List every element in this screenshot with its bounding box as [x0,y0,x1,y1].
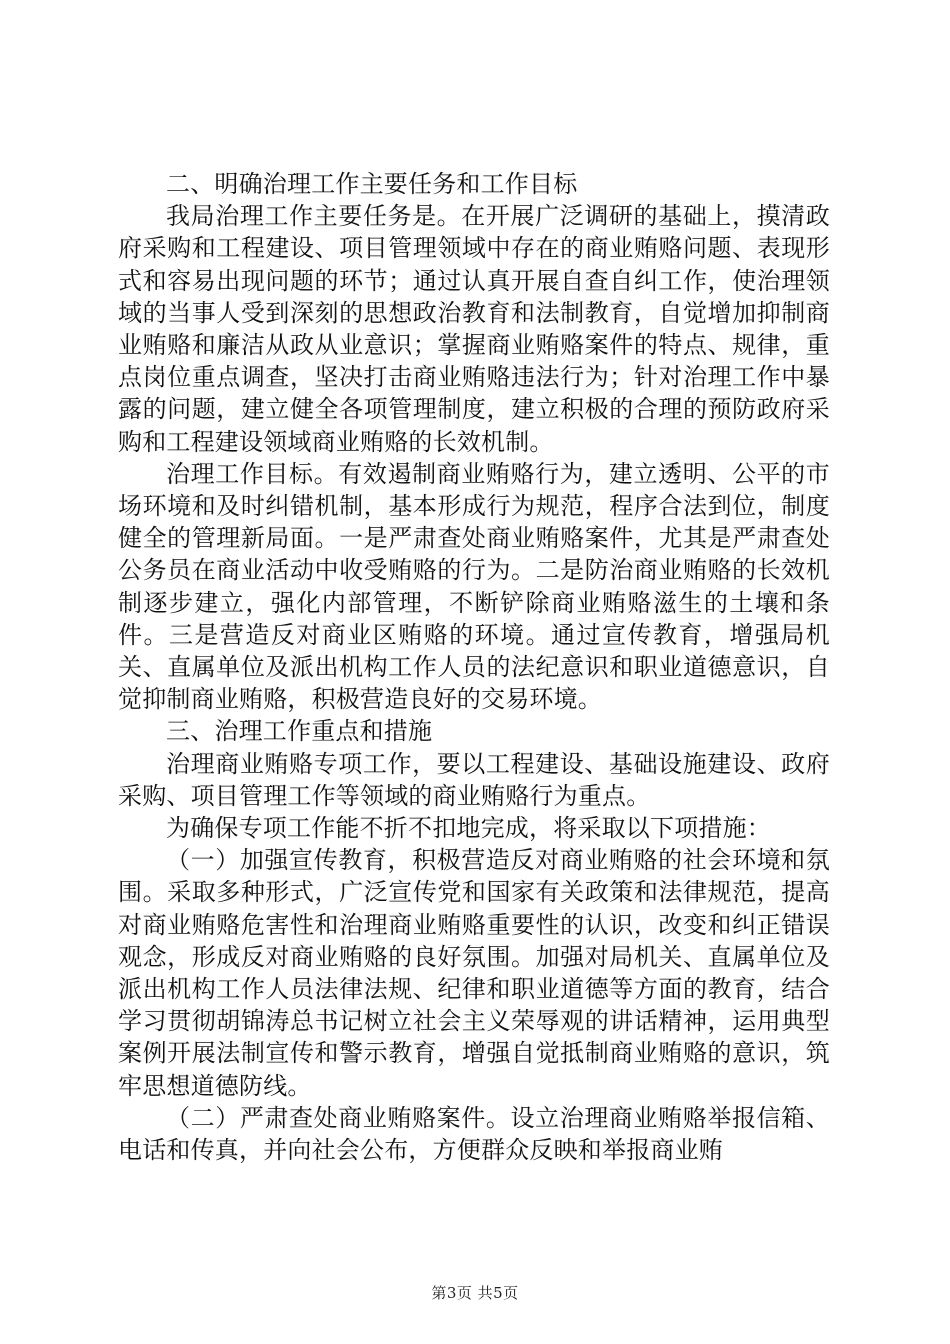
paragraph-focus: 治理商业贿赂专项工作，要以工程建设、基础设施建设、政府采购、项目管理工作等领域的商业贿赂行为重点。 [118,749,830,810]
section-heading-2: 二、明确治理工作主要任务和工作目标 [166,170,578,198]
paragraph-measure-2: （二）严肃查处商业贿赂案件。设立治理商业贿赂举报信箱、电话和传真，并向社会公布，方便群众反映和举报商业贿 [118,1103,830,1165]
section-heading-3: 三、治理工作重点和措施 [166,717,433,746]
paragraph-measures-intro: 为确保专项工作能不折不扣地完成，将采取以下项措施： [166,814,771,843]
paragraph-work-goals: 治理工作目标。有效遏制商业贿赂行为，建立透明、公平的市场环境和及时纠错机制，基本形成行为规范，程序合法到位，制度健全的管理新局面。一是严肃查处商业贿赂案件，尤其是严肃查处公务员在商业活动中收受贿赂的行为。二是防治商业贿赂的长效机制逐步建立，强化内部管理，不断铲除商业贿赂滋生的土壤和条件。三是营造反对商业区贿赂的环境。通过宣传教育，增强局机关、直属单位及派出机构工作人员的法纪意识和职业道德意识，自觉抑制商业贿赂，积极营造良好的交易环境。 [118,459,830,714]
document-body [118,168,830,1166]
page-number-footer: 第3页 共5页 [431,1284,519,1302]
paragraph-main-tasks: 我局治理工作主要任务是。在开展广泛调研的基础上，摸清政府采购和工程建设、项目管理领域中存在的商业贿赂问题、表现形式和容易出现问题的环节；通过认真开展自查自纠工作，使治理领域的当事人受到深刻的思想政治教育和法制教育，自觉增加抑制商业贿赂和廉洁从政从业意识；掌握商业贿赂案件的特点、规律，重点岗位重点调查，坚决打击商业贿赂违法行为；针对治理工作中暴露的问题，建立健全各项管理制度，建立积极的合理的预防政府采购和工程建设领域商业贿赂的长效机制。 [118,202,830,456]
paragraph-measure-1: （一）加强宣传教育，积极营造反对商业贿赂的社会环境和氛围。采取多种形式，广泛宣传党和国家有关政策和法律规范，提高对商业贿赂危害性和治理商业贿赂重要性的认识，改变和纠正错误观念，形成反对商业贿赂的良好氛围。加强对局机关、直属单位及派出机构工作人员法律法规、纪律和职业道德等方面的教育，结合学习贯彻胡锦涛总书记树立社会主义荣辱观的讲话精神，运用典型案例开展法制宣传和警示教育，增强自觉抵制商业贿赂的意识，筑牢思想道德防线。 [118,846,830,1100]
